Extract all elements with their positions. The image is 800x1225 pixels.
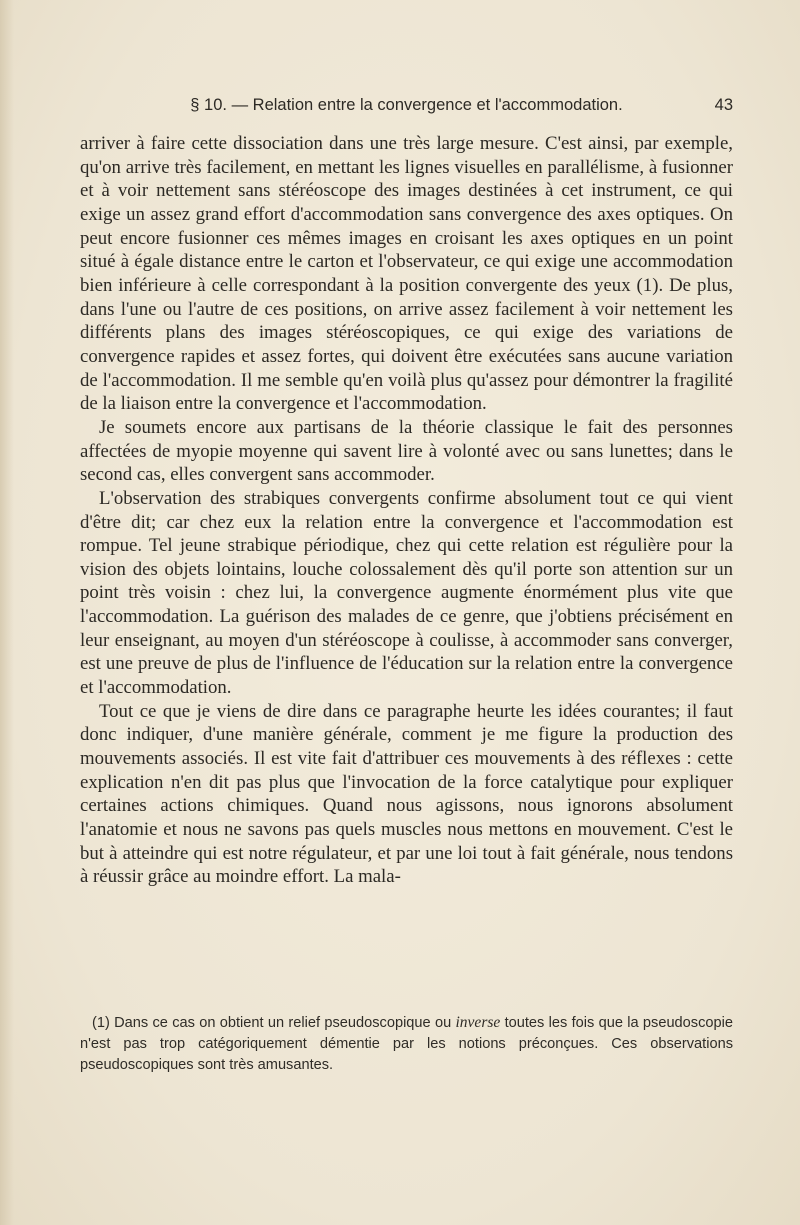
- footnote-emphasis: inverse: [455, 1014, 501, 1031]
- footnote: [80, 1012, 733, 1076]
- footnote-text-start: (1) Dans ce cas on obtient un relief pseudoscopique ou: [92, 1015, 456, 1031]
- paragraph: arriver à faire cette dissociation dans une très large mesure. C'est ainsi, par exemple, qu'on arrive très facilement, en mettant les lignes visuelles en parallélisme, à fusionner et à voir nettement sans stéréoscope des images destinées à cet instrument, ce qui exige un assez grand effort d'accommodation sans convergence des axes optiques. On peut encore fusionner ces mêmes images en croisant les axes optiques en un point situé à égale distance entre le carton et l'observateur, ce qui exige une accommodation bien inférieure à celle correspondant à la position convergente des yeux (1). De plus, dans l'une ou l'autre de ces positions, on arrive assez facilement à voir nettement les différents plans des images stéréoscopiques, ce qui exige des variations de convergence rapides et assez fortes, qui doivent être exécutées sans aucune variation de l'accommodation. Il me semble qu'en voilà plus qu'assez pour démontrer la fragilité de la liaison entre la convergence et l'accommodation.: [80, 133, 733, 415]
- footnote-text-end: toutes les fois que la pseudoscopie n'est pas trop catégoriquement démentie par les notions préconçues. Ces observations pseudoscopiques sont très amusantes.: [80, 1015, 733, 1073]
- page-number: 43: [714, 96, 733, 114]
- section-title: § 10. — Relation entre la convergence et l'accommodation.: [190, 96, 623, 114]
- running-head: [80, 96, 733, 120]
- page-gutter-shadow: [0, 0, 14, 1225]
- paragraph: Tout ce que je viens de dire dans ce paragraphe heurte les idées courantes; il faut donc indiquer, d'une manière générale, comment je me figure la production des mouvements associés. Il est vite fait d'attribuer ces mouvements à des réflexes : cette explication n'en dit pas plus que l'invocation de la force catalytique pour expliquer certaines actions chimiques. Quand nous agissons, nous ignorons absolument l'anatomie et nous ne savons pas quels muscles nous mettons en mouvement. C'est le but à atteindre qui est notre régulateur, et par une loi tout à fait générale, nous tendons à réussir grâce au moindre effort. La mala-: [80, 700, 733, 888]
- paragraph: L'observation des strabiques convergents confirme absolument tout ce qui vient d'être dit; car chez eux la relation entre la convergence et l'accommodation est rompue. Tel jeune strabique périodique, chez qui cette relation est régulière pour la vision des objets lointains, louche colossalement dès qu'il porte son attention sur un point très voisin : chez lui, la convergence augmente énormément plus vite que l'accommodation. La guérison des malades de ce genre, que j'obtiens précisément en leur enseignant, au moyen d'un stéréoscope à coulisse, à accommoder sans converger, est une preuve de plus de l'influence de l'éducation sur la relation entre la convergence et l'accommodation.: [80, 487, 733, 699]
- paragraph: Je soumets encore aux partisans de la théorie classique le fait des personnes affectées de myopie moyenne qui savent lire à volonté avec ou sans lunettes; dans le second cas, elles convergent sans accommoder.: [80, 416, 733, 486]
- body-text: [80, 132, 733, 889]
